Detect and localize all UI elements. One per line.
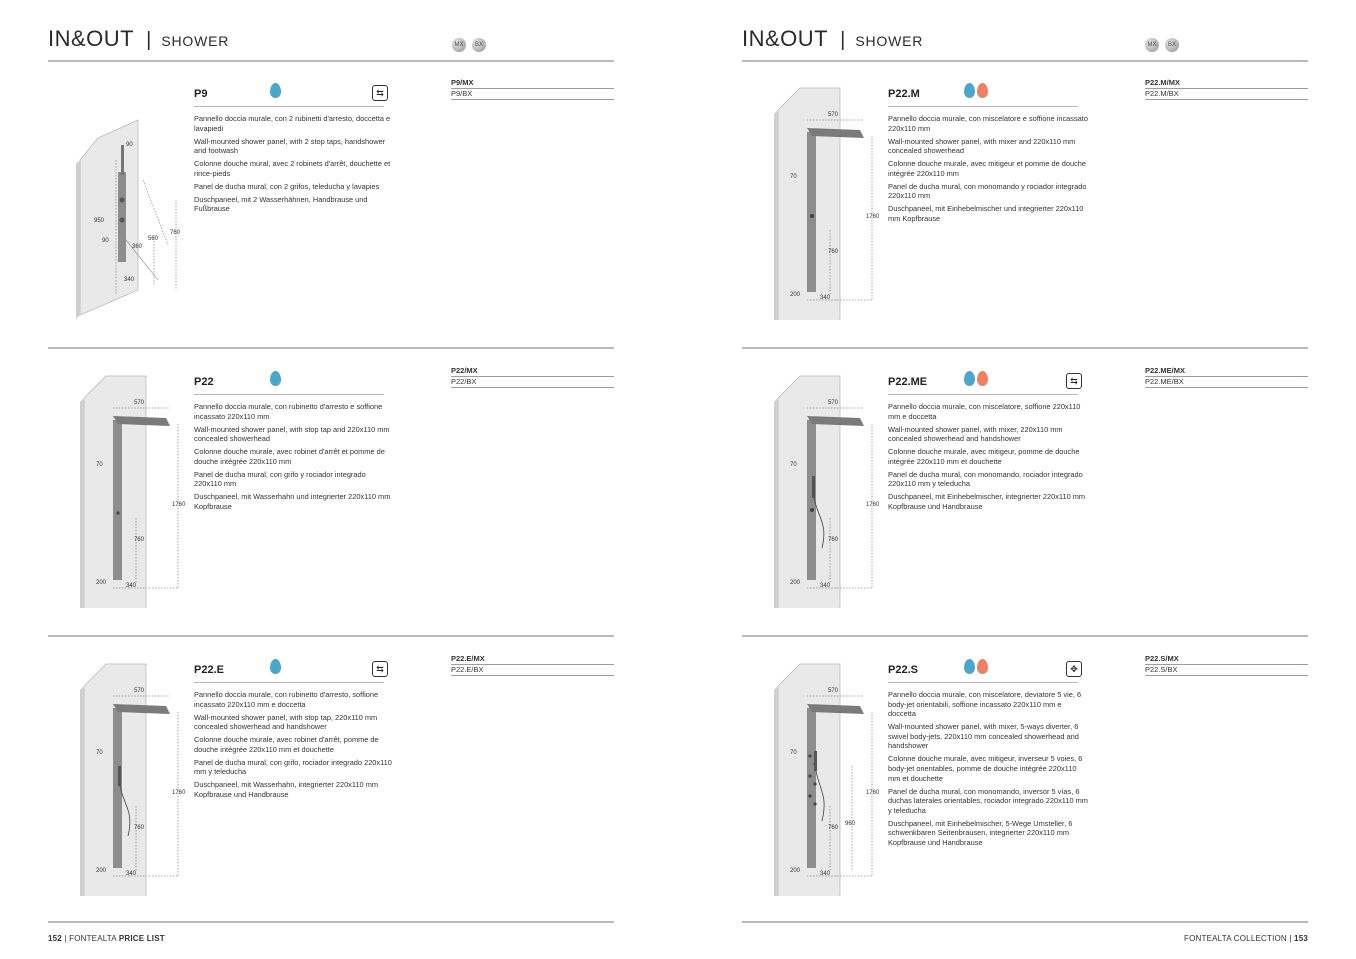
product-code: P22.M/BX (1145, 89, 1308, 100)
desc-es: Panel de ducha mural, con monomando y rociador integrado 220x110 mm (888, 181, 1087, 201)
svg-text:340: 340 (820, 871, 831, 877)
right-page (678, 0, 1356, 959)
product-name: P9 (194, 88, 208, 100)
svg-text:1760: 1760 (866, 502, 880, 508)
desc-en: Wall-mounted shower panel, with mixer, 220x110 mm concealed showerhead and handshower (888, 424, 1063, 444)
desc-it: Pannello doccia murale, con miscelatore, soffione 220x110 mm e doccetta (888, 402, 1081, 421)
svg-text:950: 950 (94, 218, 105, 224)
svg-text:200: 200 (790, 868, 801, 874)
desc-de: Duschpaneel, mit Wasserhahn und integrierter 220x110 mm Kopfbrause (194, 492, 391, 511)
product-p22 (48, 350, 613, 620)
svg-text:760: 760 (134, 537, 145, 543)
product-code: P22/MX (451, 366, 614, 377)
finish-icons (1145, 38, 1179, 52)
product-codes (1145, 366, 1308, 388)
product-code: P22.ME/BX (1145, 377, 1308, 388)
svg-text:200: 200 (96, 868, 107, 874)
svg-text:570: 570 (828, 688, 839, 694)
product-code: P22.S/BX (1145, 665, 1308, 676)
hot-water-icon (977, 83, 988, 98)
svg-text:200: 200 (790, 292, 801, 298)
brand-title: IN&OUT (48, 26, 135, 51)
desc-it: Pannello doccia murale, con miscelatore, deviatore 5 vie, 6 body-jet orientabili, soffione incassato 220x110 mm e doccetta (888, 690, 1082, 719)
product-code: P9/MX (451, 78, 614, 89)
page-number: 152 (48, 934, 62, 943)
section-title: SHOWER (161, 33, 230, 49)
svg-text:760: 760 (828, 537, 839, 543)
desc-en: Wall-mounted shower panel, with stop tap and 220x110 mm concealed showerhead (194, 424, 390, 444)
water-type-icons (964, 83, 988, 98)
desc-es: Panel de ducha mural, con 2 grifos, teleducha y lavapies (194, 181, 380, 191)
divert-icon: ⇆ (372, 85, 388, 101)
desc-it: Pannello doccia murale, con rubinetto d'arresto e soffione incassato 220x110 mm (194, 402, 383, 421)
product-code: P22.E/BX (451, 665, 614, 676)
desc-de: Duschpaneel, mit Einhebelmischer und integrierter 220x110 mm Kopfbrause (888, 204, 1084, 223)
desc-fr: Colonne douche murale, avec mitigeur, pomme de douche intégrée 220x110 mm et douchette (888, 447, 1080, 466)
header-separator: | (146, 29, 152, 51)
product-codes (1145, 78, 1308, 100)
product-code: P22.ME/MX (1145, 366, 1308, 377)
svg-text:1760: 1760 (866, 214, 880, 220)
finish-icons (452, 38, 486, 52)
product-name-rule (194, 394, 384, 395)
section-rule (48, 347, 614, 349)
page-number: 153 (1294, 934, 1308, 943)
product-drawing-p22e (58, 646, 208, 896)
cold-water-icon (964, 83, 975, 98)
product-code: P22.S/MX (1145, 654, 1308, 665)
desc-de: Duschpaneel, mit 2 Wasserhähnen, Handbrause und Fußbrause (194, 194, 368, 214)
product-p9 (48, 62, 613, 332)
svg-text:90: 90 (126, 142, 133, 148)
product-description (888, 690, 1088, 851)
hot-water-icon (977, 659, 988, 674)
desc-it: Pannello doccia murale, con rubinetto d'arresto, soffione incassato 220x110 mm e doccetta (194, 690, 379, 709)
desc-es: Panel de ducha mural, con grifo y rociador integrado 220x110 mm (194, 469, 366, 489)
svg-text:200: 200 (790, 580, 801, 586)
desc-en: Wall-mounted shower panel, with stop tap, 220x110 mm concealed showerhead and handshower (194, 712, 378, 732)
svg-text:760: 760 (828, 249, 839, 255)
desc-fr: Colonne douche murale, avec robinet d'arrêt, pomme de douche intégrée 220x110 mm et douchette (194, 735, 379, 754)
divert-icon: ⇆ (372, 661, 388, 677)
desc-it: Pannello doccia murale, con miscelatore e soffione incassato 220x110 mm (888, 114, 1088, 133)
desc-de: Duschpaneel, mit Einhebelmischer, 5-Wege Umsteller, 6 schwenkbaren Seitenbrausen, integrierter 220x110 mm Kopfbrause und Handbrause (888, 818, 1073, 847)
footer-label: COLLECTION (1233, 934, 1287, 943)
section-title: SHOWER (855, 33, 924, 49)
product-code: P22/BX (451, 377, 614, 388)
section-rule (742, 635, 1308, 637)
divert-icon: ⇆ (1066, 373, 1082, 389)
finish-bx-icon: BX (1165, 38, 1179, 52)
product-name-rule (194, 106, 384, 107)
footer-rule (48, 921, 614, 923)
svg-text:90: 90 (102, 238, 109, 244)
footer-separator: | (1289, 934, 1292, 943)
svg-text:760: 760 (134, 825, 145, 831)
desc-fr: Colonne douche murale, avec robinet d'arrêt et pomme de douche intégrée 220x110 mm (194, 447, 385, 466)
svg-text:1760: 1760 (172, 502, 186, 508)
product-p22s (742, 638, 1307, 908)
product-name: P22 (194, 376, 214, 388)
svg-text:960: 960 (845, 821, 856, 827)
product-name-rule (888, 106, 1078, 107)
desc-it: Pannello doccia murale, con 2 rubinetti d'arresto, doccetta e lavapiedi (194, 114, 391, 133)
product-description (194, 690, 394, 803)
product-drawing-p22 (58, 358, 208, 608)
svg-text:200: 200 (96, 580, 107, 586)
svg-text:340: 340 (820, 295, 831, 301)
desc-en: Wall-mounted shower panel, with 2 stop taps, handshower and footwash (194, 136, 386, 156)
product-description (888, 402, 1088, 515)
product-codes (451, 654, 614, 676)
water-type-icons (270, 83, 281, 98)
svg-text:70: 70 (96, 750, 103, 756)
svg-text:570: 570 (828, 112, 839, 118)
desc-de: Duschpaneel, mit Einhebelmischer, integrierter 220x110 mm Kopfbrause und Handbrause (888, 492, 1086, 511)
svg-text:340: 340 (126, 871, 137, 877)
svg-text:70: 70 (790, 174, 797, 180)
product-code: P22.E/MX (451, 654, 614, 665)
product-name: P22.S (888, 664, 918, 676)
desc-fr: Colonne douche mural, avec 2 robinets d'arrêt, douchette et rince-pieds (194, 159, 391, 178)
cold-water-icon (964, 371, 975, 386)
hot-water-icon (977, 371, 988, 386)
product-p22m (742, 62, 1307, 332)
product-name: P22.M (888, 88, 920, 100)
page-header (742, 26, 923, 52)
brand-title: IN&OUT (742, 26, 829, 51)
svg-text:360: 360 (132, 244, 143, 250)
cold-water-icon (270, 83, 281, 98)
product-codes (1145, 654, 1308, 676)
page-footer (1184, 934, 1308, 943)
desc-fr: Colonne douche murale, avec mitigeur et pomme de douche intégrée 220x110 mm (888, 159, 1087, 178)
footer-label: PRICE LIST (118, 934, 165, 943)
svg-text:570: 570 (134, 400, 145, 406)
page-footer (48, 934, 165, 943)
product-codes (451, 78, 614, 100)
svg-text:570: 570 (134, 688, 145, 694)
finish-bx-icon: BX (472, 38, 486, 52)
svg-text:1760: 1760 (172, 790, 186, 796)
finish-mx-icon: MX (452, 38, 466, 52)
svg-text:70: 70 (96, 462, 103, 468)
water-type-icons (270, 371, 281, 386)
cold-water-icon (270, 371, 281, 386)
finish-mx-icon: MX (1145, 38, 1159, 52)
product-description (888, 114, 1088, 227)
svg-text:340: 340 (820, 583, 831, 589)
section-rule (48, 635, 614, 637)
product-name: P22.ME (888, 376, 928, 388)
footer-rule (742, 921, 1308, 923)
product-codes (451, 366, 614, 388)
product-p22e (48, 638, 613, 908)
five-way-icon: ✥ (1066, 661, 1082, 677)
product-drawing-p22m (752, 70, 902, 320)
desc-es: Panel de ducha mural, con grifo, rociador integrado 220x110 mm y teleducha (194, 757, 392, 777)
svg-text:70: 70 (790, 462, 797, 468)
svg-text:760: 760 (170, 230, 181, 236)
svg-text:1760: 1760 (866, 790, 880, 796)
product-name-rule (888, 682, 1078, 683)
product-code: P22.M/MX (1145, 78, 1308, 89)
header-separator: | (840, 29, 846, 51)
page-header (48, 26, 229, 52)
desc-fr: Colonne douche murale, avec mitigeur, inverseur 5 voies, 6 body-jet orientables, pomme de douche intégrée 220x110 mm et douchette (888, 754, 1083, 783)
section-rule (742, 347, 1308, 349)
svg-text:570: 570 (828, 400, 839, 406)
cold-water-icon (270, 659, 281, 674)
product-code: P9/BX (451, 89, 614, 100)
svg-text:340: 340 (126, 583, 137, 589)
product-p22me (742, 350, 1307, 620)
product-drawing-p22s (752, 646, 902, 896)
product-description (194, 114, 394, 217)
product-drawing-p22me (752, 358, 902, 608)
svg-text:560: 560 (148, 236, 159, 242)
product-name-rule (194, 682, 384, 683)
svg-text:340: 340 (124, 277, 135, 283)
cold-water-icon (964, 659, 975, 674)
product-name-rule (888, 394, 1078, 395)
water-type-icons (964, 371, 988, 386)
svg-text:70: 70 (790, 750, 797, 756)
desc-en: Wall-mounted shower panel, with mixer, 5-ways diverter, 6 swivel body-jets, 220x110 mm concealed showerhead and handshower (888, 722, 1079, 751)
desc-es: Panel de ducha mural, con monomando, inversor 5 vías, 6 duchas laterales orientables, rociador integrado 220x110 mm y teleducha (888, 786, 1088, 815)
product-description (194, 402, 394, 515)
footer-brand: FONTEALTA (69, 934, 117, 943)
water-type-icons (270, 659, 281, 674)
water-type-icons (964, 659, 988, 674)
desc-es: Panel de ducha mural, con monomando, rociador integrado 220x110 mm y teleducha (888, 469, 1083, 489)
desc-en: Wall-mounted shower panel, with mixer and 220x110 mm concealed showerhead (888, 136, 1076, 156)
footer-brand: FONTEALTA (1184, 934, 1232, 943)
svg-text:760: 760 (828, 825, 839, 831)
desc-de: Duschpaneel, mit Wasserhahn, integrierter 220x110 mm Kopfbrause und Handbrause (194, 780, 379, 799)
product-name: P22.E (194, 664, 224, 676)
footer-separator: | (64, 934, 67, 943)
product-drawing-p9 (58, 70, 208, 320)
